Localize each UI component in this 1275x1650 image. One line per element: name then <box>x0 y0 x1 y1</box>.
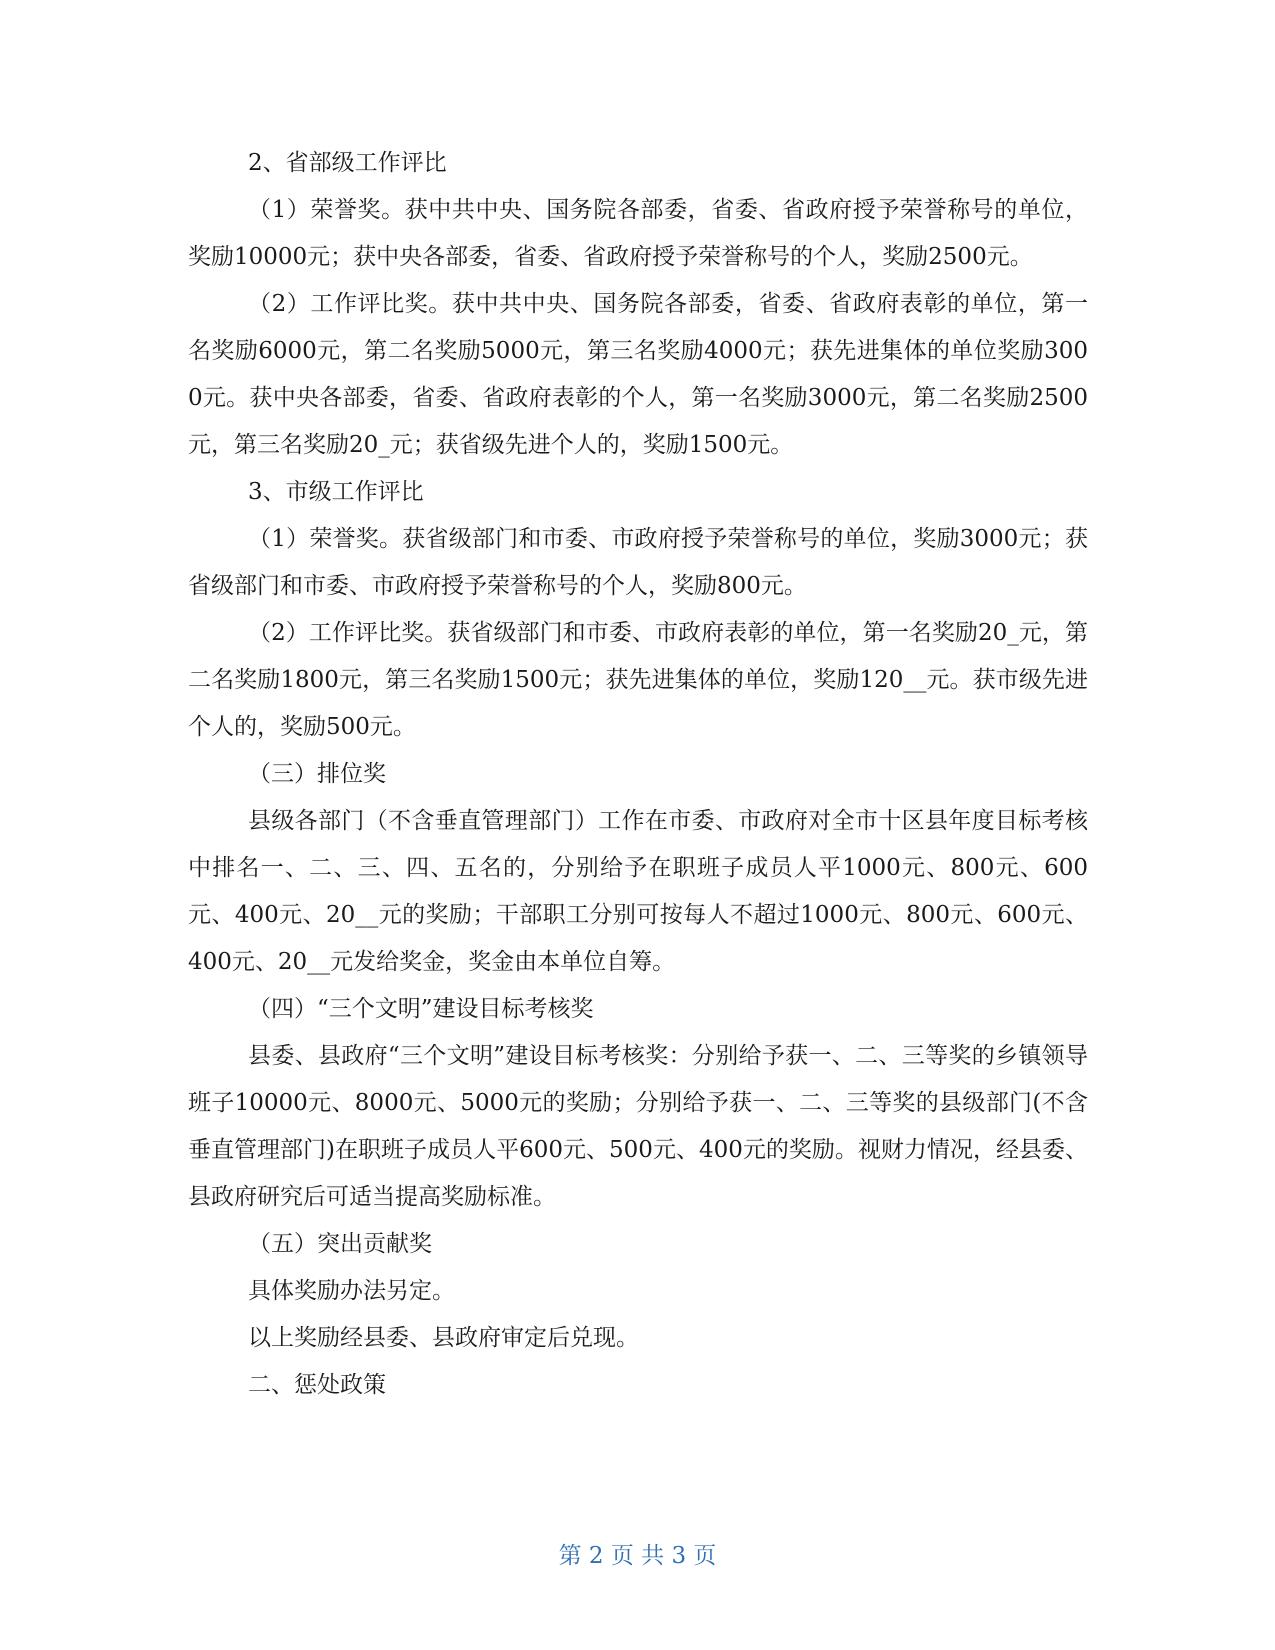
paragraph-three-civilizations-award: 县委、县政府“三个文明”建设目标考核奖：分别给予获一、二、三等奖的乡镇领导班子10000元、8000元、5000元的奖励；分别给予获一、二、三等奖的县级部门(不含垂直管理部门)在职班子成员人平600元、500元、400元的奖励。视财力情况，经县委、县政府研究后可适当提高奖励标准。 <box>188 1043 1088 1210</box>
paragraph-provincial-work-award: （2）工作评比奖。获中共中央、国务院各部委，省委、省政府表彰的单位，第一名奖励6000元，第二名奖励5000元，第三名奖励4000元；获先进集体的单位奖励3000元。获中央各部委，省委、省政府表彰的个人，第一名奖励3000元，第二名奖励2500元，第三名奖励20_元；获省级先进个人的，奖励1500元。 <box>188 291 1088 458</box>
page-number-label: 第 2 页 共 3 页 <box>558 1543 717 1569</box>
paragraph-provincial-honor-award: （1）荣誉奖。获中共中央、国务院各部委，省委、省政府授予荣誉称号的单位，奖励10000元；获中央各部委，省委、省政府授予荣誉称号的个人，奖励2500元。 <box>188 197 1088 270</box>
paragraph-ranking-award: 县级各部门（不含垂直管理部门）工作在市委、市政府对全市十区县年度目标考核中排名一、二、三、四、五名的，分别给予在职班子成员人平1000元、800元、600元、400元、20__元的奖励；干部职工分别可按每人不超过1000元、800元、600元、400元、20__元发给奖金，奖金由本单位自筹。 <box>188 808 1088 975</box>
heading-city-evaluation: 3、市级工作评比 <box>248 479 424 505</box>
heading-provincial-evaluation: 2、省部级工作评比 <box>248 150 447 176</box>
heading-outstanding-contribution-award: （五）突出贡献奖 <box>248 1231 432 1257</box>
heading-three-civilizations-award: （四）“三个文明”建设目标考核奖 <box>248 996 594 1022</box>
paragraph-city-honor-award: （1）荣誉奖。获省级部门和市委、市政府授予荣誉称号的单位，奖励3000元；获省级部门和市委、市政府授予荣誉称号的个人，奖励800元。 <box>188 526 1088 599</box>
page-footer <box>0 1537 1275 1570</box>
paragraph-outstanding-contribution: 具体奖励办法另定。 <box>248 1278 455 1304</box>
heading-penalty-policy: 二、惩处政策 <box>248 1372 386 1398</box>
document-body <box>188 140 1088 1409</box>
paragraph-approval-note: 以上奖励经县委、县政府审定后兑现。 <box>248 1325 639 1351</box>
paragraph-city-work-award: （2）工作评比奖。获省级部门和市委、市政府表彰的单位，第一名奖励20_元，第二名奖励1800元，第三名奖励1500元；获先进集体的单位，奖励120__元。获市级先进个人的，奖励500元。 <box>188 620 1088 740</box>
heading-ranking-award: （三）排位奖 <box>248 761 386 787</box>
